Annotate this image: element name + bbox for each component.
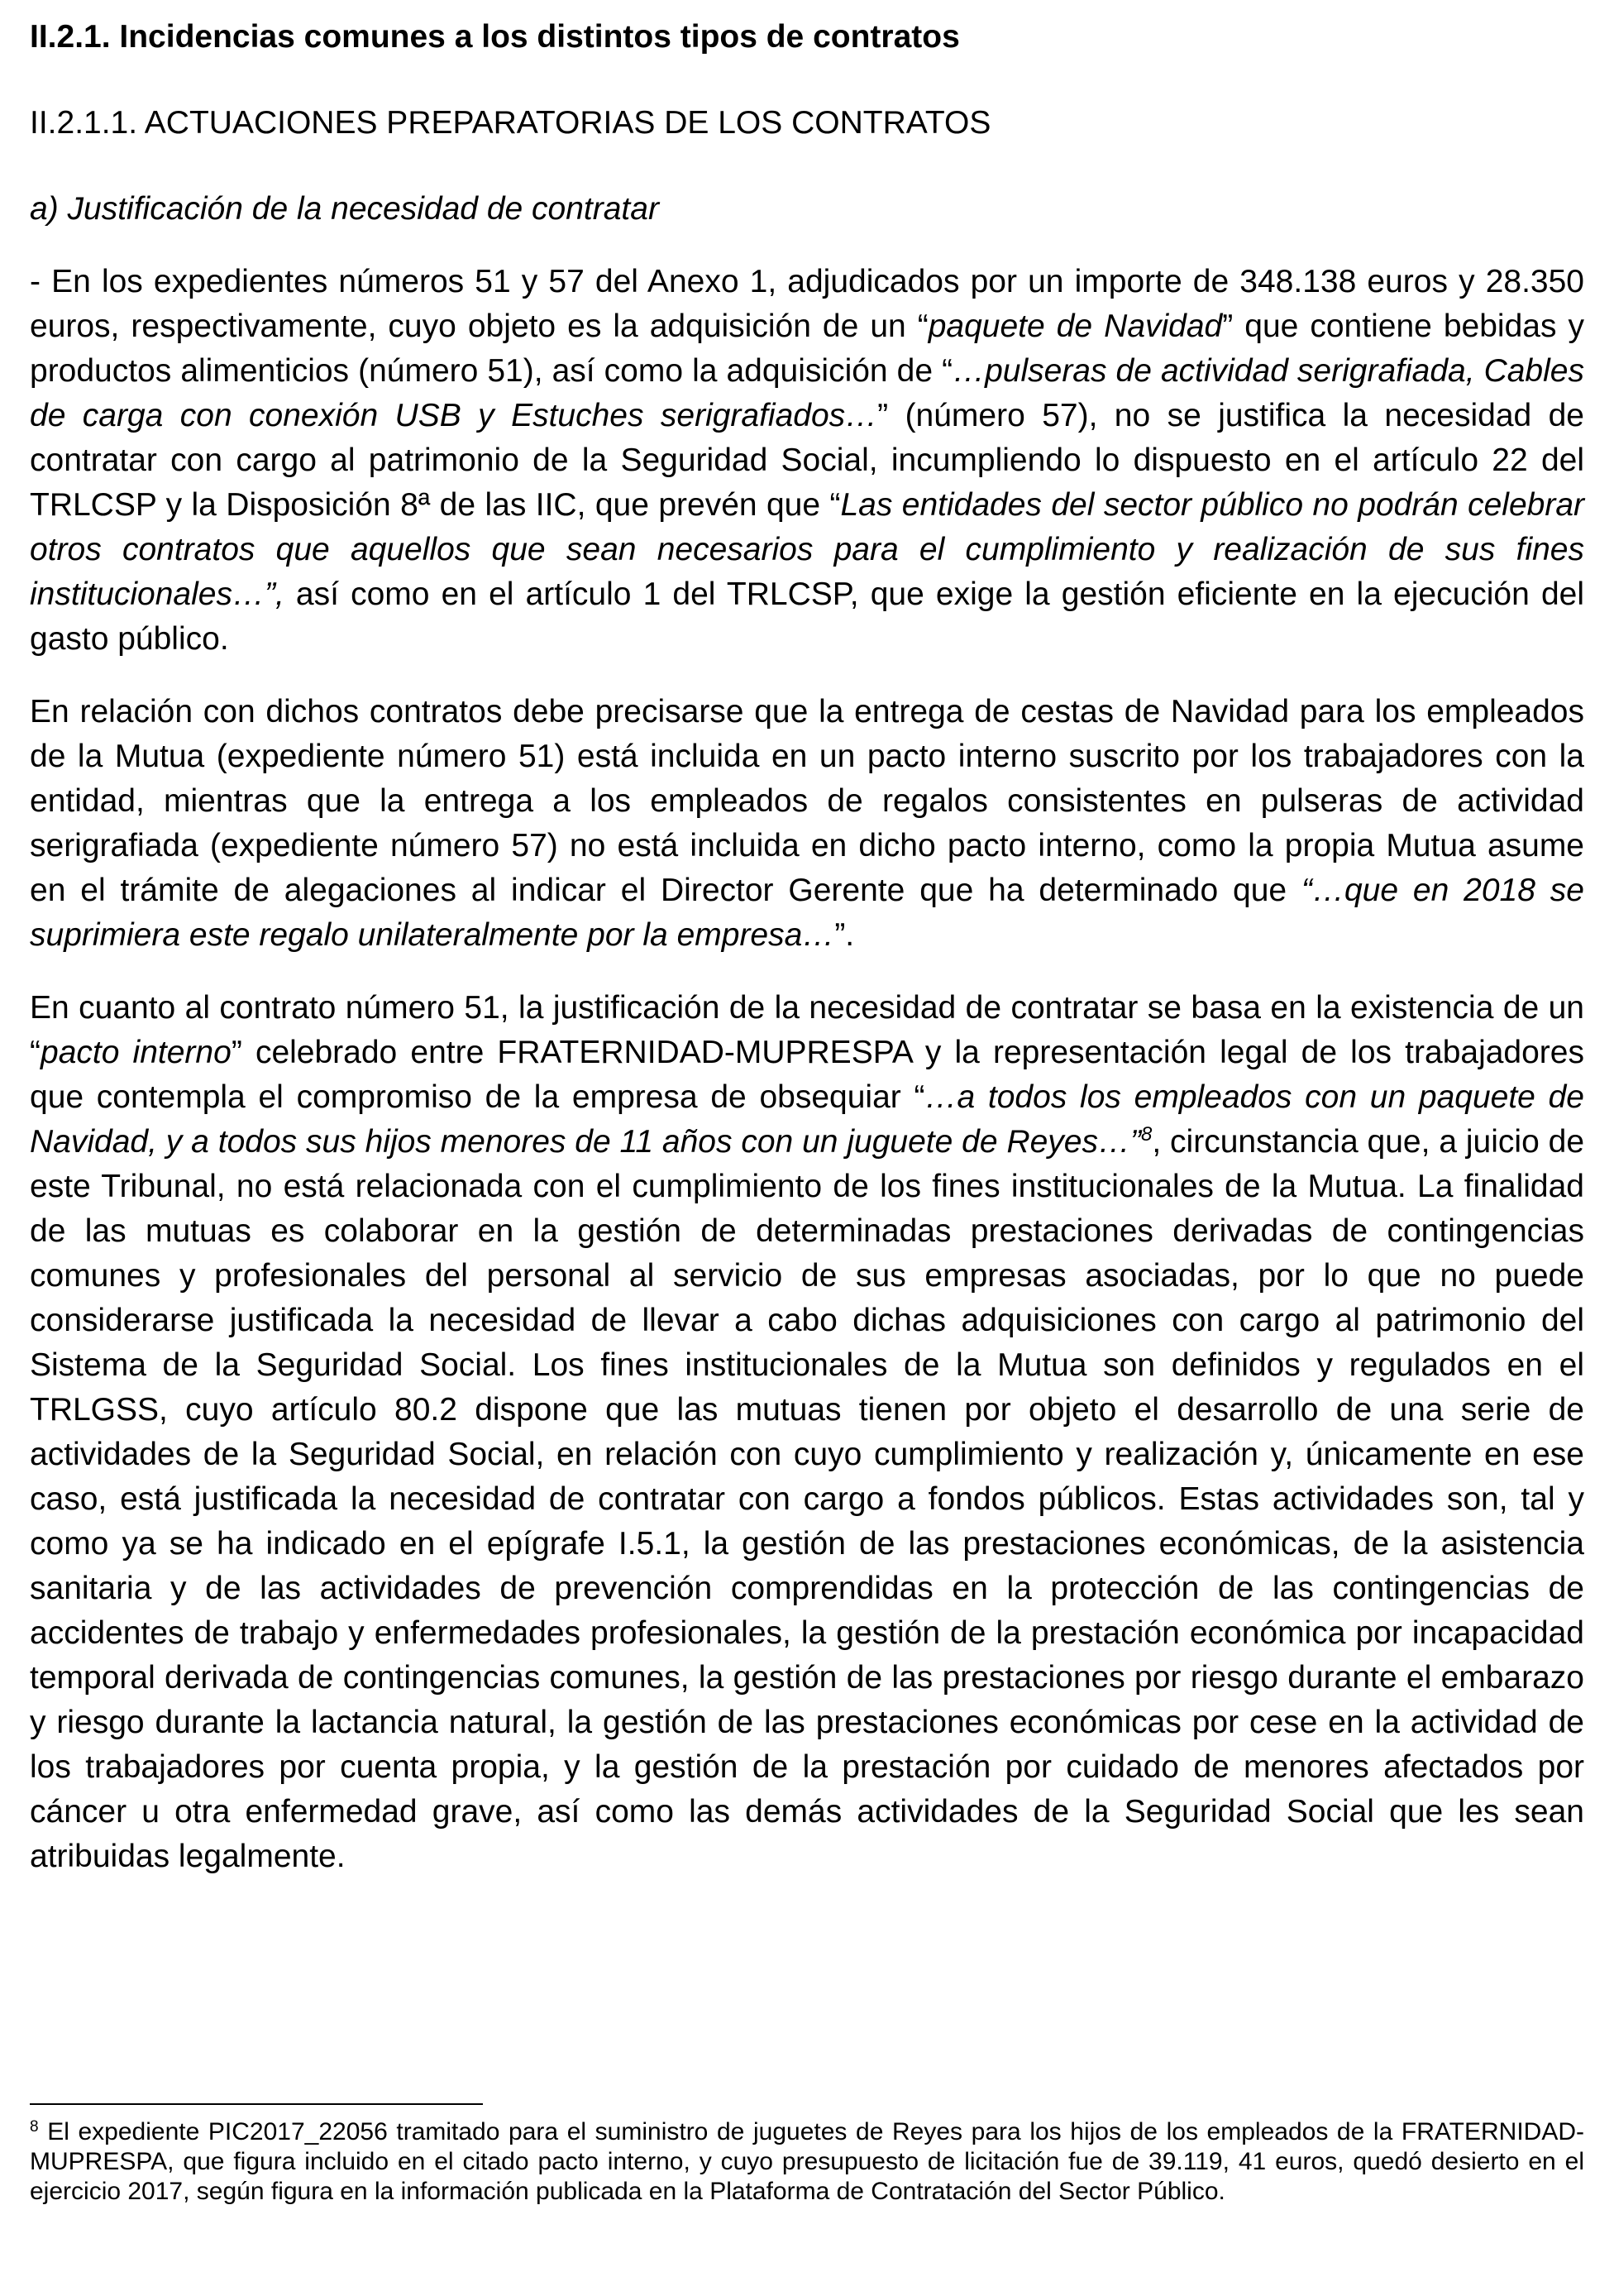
footnote-reference[interactable]: 8 bbox=[1140, 1123, 1153, 1146]
p2-text-c: ”. bbox=[834, 917, 855, 953]
paragraph-1 bbox=[30, 260, 1584, 662]
paragraph-2 bbox=[30, 690, 1584, 958]
footnote-divider bbox=[30, 2103, 483, 2105]
p3-text-a: En cuanto al contrato número 51, la justificación de la necesidad de contratar se basa en la existencia de un “ bbox=[30, 990, 1584, 1070]
p3-text-e: , circunstancia que, a juicio de este Tribunal, no está relacionada con el cumplimiento de los fines institucionales de la Mutua. La finalidad de las mutuas es colaborar en la gestión de determinadas prestaciones derivadas de contingencias comunes y profesionales del personal al servicio de sus empresas asociadas, por lo que no puede considerarse justificada la necesidad de llevar a cabo dichas adquisiciones con cargo al patrimonio del Sistema de la Seguridad Social. Los fines institucionales de la Mutua son definidos y regulados en el TRLGSS, cuyo artículo 80.2 dispone que las mutuas tienen por objeto el desarrollo de una serie de actividades de la Seguridad Social, en relación con cuyo cumplimiento y realización y, únicamente en ese caso, está justificada la necesidad de contratar con cargo a fondos públicos. Estas actividades son, tal y como ya se ha indicado en el epígrafe I.5.1, la gestión de las prestaciones económicas, de la asistencia sanitaria y de las actividades de prevención comprendidas en la protección de las contingencias de accidentes de trabajo y enfermedades profesionales, la gestión de la prestación económica por incapacidad temporal derivada de contingencias comunes, la gestión de las prestaciones por riesgo durante el embarazo y riesgo durante la lactancia natural, la gestión de las prestaciones económicas por cese en la actividad de los trabajadores por cuenta propia, y la gestión de la prestación por cuidado de menores afectados por cáncer u otra enfermedad grave, así como las demás actividades de la Seguridad Social que les sean atribuidas legalmente. bbox=[30, 1124, 1585, 1874]
subsection-heading: II.2.1.1. ACTUACIONES PREPARATORIAS DE LOS CONTRATOS bbox=[30, 105, 991, 141]
p1-text-g: así como en el artículo 1 del TRLCSP, que exige la gestión eficiente en la ejecución del gasto público. bbox=[30, 576, 1584, 657]
document-page bbox=[30, 12, 1584, 1879]
footnote-text: El expediente PIC2017_22056 tramitado para el suministro de juguetes de Reyes para los hijos de los empleados de la FRATERNIDAD-MUPRESPA, que figura incluido en el citado pacto interno, y cuyo presupuesto de licitación fue de 39.119, 41 euros, quedó desierto en el ejercicio 2017, según figura en la información publicada en la Plataforma de Contratación del Sector Público. bbox=[30, 2118, 1584, 2205]
p3-text-c: ” celebrado entre FRATERNIDAD-MUPRESPA y la representación legal de los trabajadores que contempla el compromiso de la empresa de obsequiar “ bbox=[30, 1035, 1584, 1115]
footnote-number: 8 bbox=[30, 2118, 39, 2136]
p1-text-a: - En los expedientes números 51 y 57 del Anexo 1, adjudicados por un importe de 348.138 euros y 28.350 euros, respectivamente, cuyo objeto es la adquisición de un “ bbox=[30, 264, 1584, 344]
paragraph-3 bbox=[30, 986, 1584, 1879]
p1-quote-entidades: Las entidades del sector público no podrán celebrar otros contratos que aquellos que sean necesarios para el cumplimiento y realización de sus fines institucionales…”, bbox=[30, 487, 1585, 612]
p1-quote-pulseras: …pulseras de actividad serigrafiada, Cables de carga con conexión USB y Estuches serigrafiados… bbox=[30, 353, 1584, 433]
footnote bbox=[30, 2117, 1584, 2207]
section-heading: II.2.1. Incidencias comunes a los distintos tipos de contratos bbox=[30, 19, 960, 55]
p1-text-e: ” (número 57), no se justifica la necesidad de contratar con cargo al patrimonio de la Seguridad Social, incumpliendo lo dispuesto en el artículo 22 del TRLCSP y la Disposición 8ª de las IIC, que prevén que “ bbox=[30, 398, 1584, 523]
p1-text-c: ” que contiene bebidas y productos alimenticios (número 51), así como la adquisición de “ bbox=[30, 309, 1585, 389]
p2-quote: “…que en 2018 se suprimiera este regalo unilateralmente por la empresa… bbox=[30, 873, 1584, 953]
p2-text-a: En relación con dichos contratos debe precisarse que la entrega de cestas de Navidad para los empleados de la Mutua (expediente número 51) está incluida en un pacto interno suscrito por los trabajadores con la entidad, mientras que la entrega a los empleados de regalos consistentes en pulseras de actividad serigrafiada (expediente número 57) no está incluida en dicho pacto interno, como la propia Mutua asume en el trámite de alegaciones al indicar el Director Gerente que ha determinado que bbox=[30, 694, 1584, 908]
point-heading: a) Justificación de la necesidad de contratar bbox=[30, 191, 659, 227]
p1-quote-paquete: paquete de Navidad bbox=[928, 309, 1223, 344]
p3-quote-obsequiar: …a todos los empleados con un paquete de Navidad, y a todos sus hijos menores de 11 años con un juguete de Reyes…” bbox=[30, 1079, 1584, 1160]
p3-quote-pacto: pacto interno bbox=[41, 1035, 232, 1070]
